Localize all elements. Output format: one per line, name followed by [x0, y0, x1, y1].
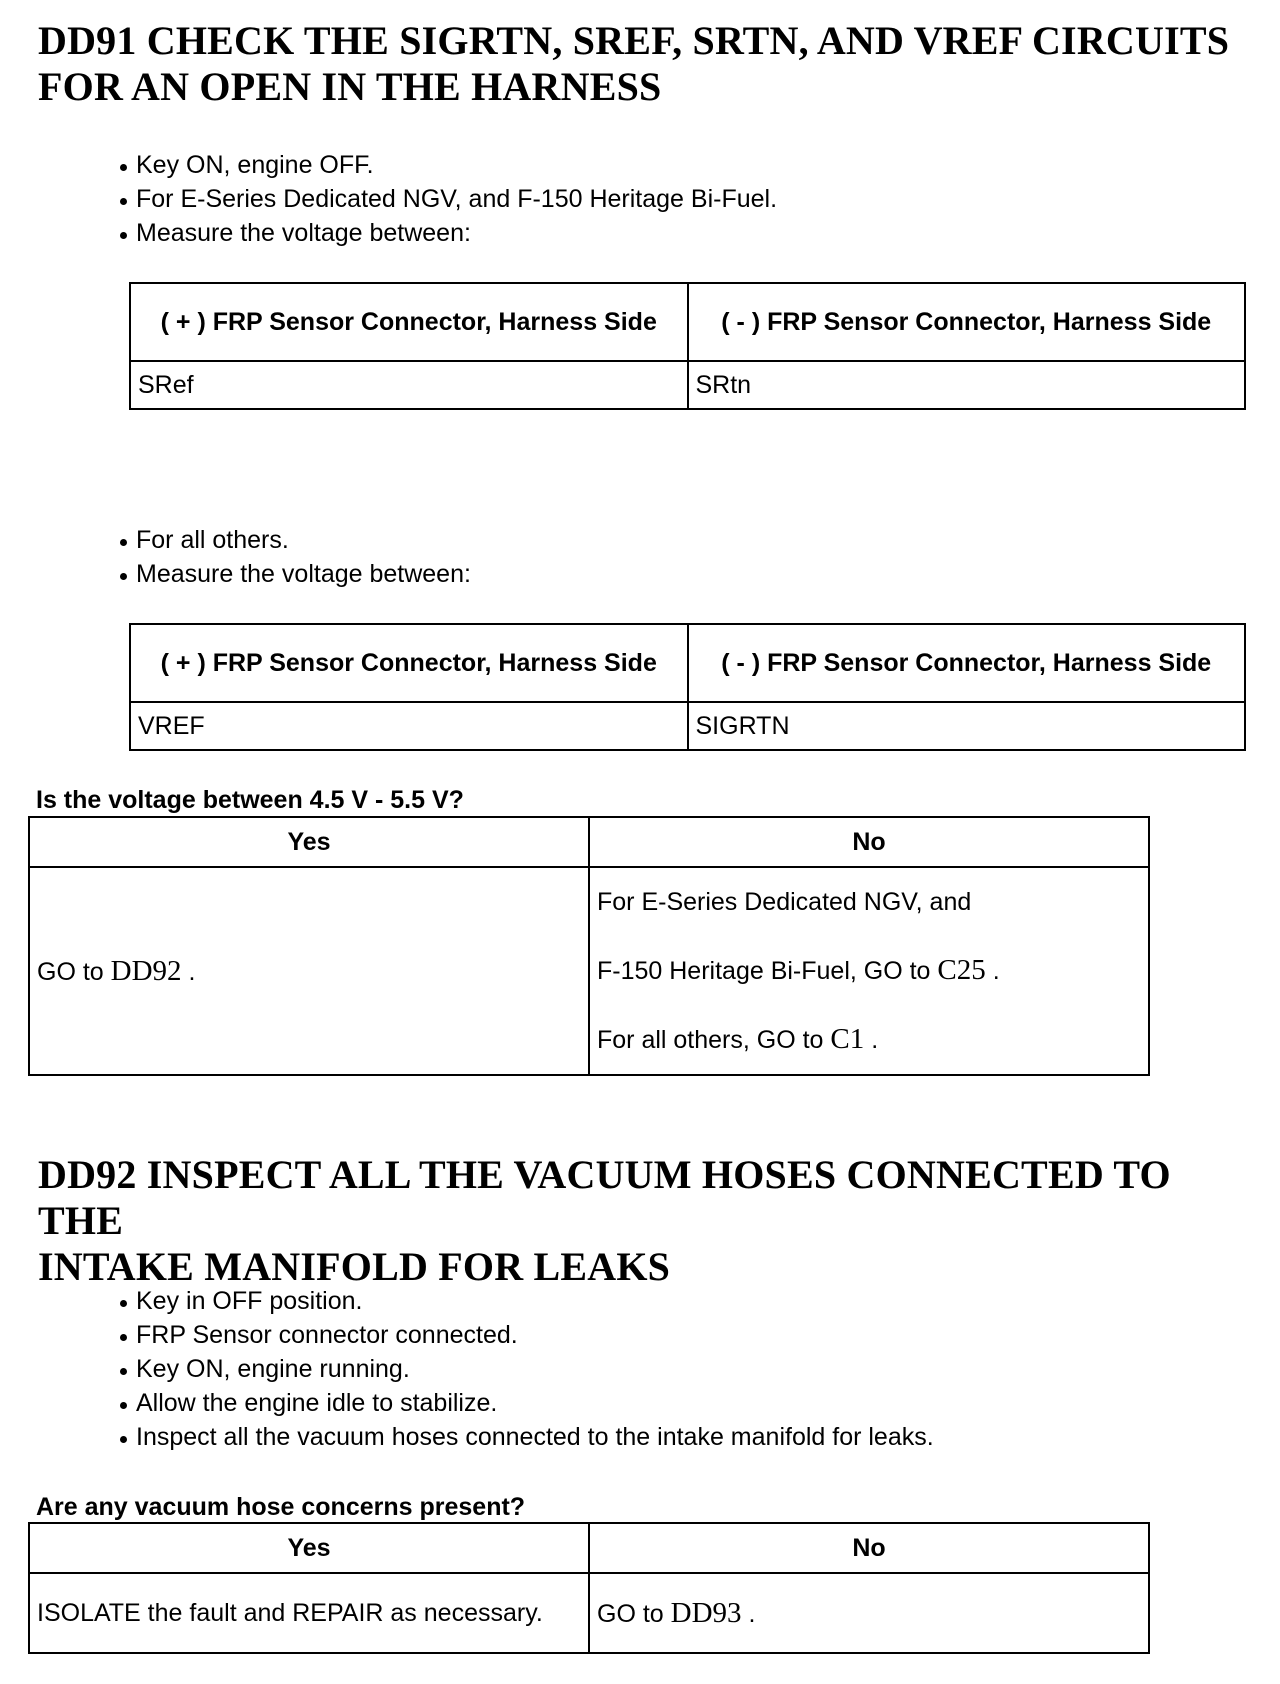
plus-column-header: ( + ) FRP Sensor Connector, Harness Side	[130, 624, 688, 702]
table-row	[130, 702, 1245, 750]
no-header: No	[589, 1523, 1149, 1573]
dd92-result-table	[28, 1522, 1150, 1654]
bullet-item: Measure the voltage between:	[118, 216, 777, 250]
heading-line-2: INTAKE MANIFOLD FOR LEAKS	[38, 1244, 671, 1289]
bullet-item: Key ON, engine running.	[118, 1352, 934, 1386]
minus-column-header: ( - ) FRP Sensor Connector, Harness Side	[688, 624, 1246, 702]
no-line-3	[597, 1005, 1141, 1074]
period: .	[992, 957, 1000, 985]
section-dd91-heading	[38, 18, 1258, 110]
dd91-result-table	[28, 816, 1150, 1076]
dd91-bullet-list-a	[118, 148, 777, 250]
yes-go-to-text: GO to	[37, 957, 104, 986]
dd93-link[interactable]: DD93	[670, 1596, 742, 1629]
bullet-item: For E-Series Dedicated NGV, and F-150 Heritage Bi-Fuel.	[118, 182, 777, 216]
bullet-item: Measure the voltage between:	[118, 557, 471, 591]
no-header: No	[589, 817, 1149, 867]
table-row	[29, 867, 1149, 1075]
dd91-question: Is the voltage between 4.5 V - 5.5 V?	[36, 786, 464, 814]
heading-line-1: DD92 INSPECT ALL THE VACUUM HOSES CONNECTED TO THE	[38, 1152, 1171, 1243]
table-header-row	[130, 283, 1245, 361]
c25-link[interactable]: C25	[937, 954, 986, 986]
yes-header: Yes	[29, 1523, 589, 1573]
dd91-measurement-table-a	[129, 282, 1246, 410]
period: .	[871, 1026, 879, 1054]
no-line-3-text: For all others, GO to	[597, 1026, 824, 1054]
minus-pin-cell: SIGRTN	[688, 702, 1246, 750]
period: .	[748, 1599, 756, 1628]
bullet-item: Key in OFF position.	[118, 1284, 934, 1318]
bullet-item: Allow the engine idle to stabilize.	[118, 1386, 934, 1420]
plus-pin-cell: SRef	[130, 361, 688, 409]
table-header-row	[29, 1523, 1149, 1573]
no-cell	[589, 1573, 1149, 1653]
yes-header: Yes	[29, 817, 589, 867]
heading-line-2: FOR AN OPEN IN THE HARNESS	[38, 64, 662, 109]
c1-link[interactable]: C1	[830, 1023, 865, 1055]
yes-cell	[29, 867, 589, 1075]
dd91-measurement-table-b	[129, 623, 1246, 751]
bullet-item: For all others.	[118, 523, 471, 557]
plus-column-header: ( + ) FRP Sensor Connector, Harness Side	[130, 283, 688, 361]
minus-column-header: ( - ) FRP Sensor Connector, Harness Side	[688, 283, 1246, 361]
table-header-row	[29, 817, 1149, 867]
dd91-bullet-list-b	[118, 523, 471, 591]
bullet-item: Inspect all the vacuum hoses connected to the intake manifold for leaks.	[118, 1420, 934, 1454]
no-go-to-text: GO to	[597, 1599, 664, 1628]
table-row	[130, 361, 1245, 409]
plus-pin-cell: VREF	[130, 702, 688, 750]
no-line-2	[597, 936, 1141, 1005]
minus-pin-cell: SRtn	[688, 361, 1246, 409]
section-dd92-heading	[38, 1152, 1258, 1290]
no-cell	[589, 867, 1149, 1075]
dd92-bullet-list	[118, 1284, 934, 1454]
no-line-1: For E-Series Dedicated NGV, and	[597, 888, 972, 916]
dd92-question: Are any vacuum hose concerns present?	[36, 1493, 526, 1521]
period: .	[188, 957, 196, 986]
bullet-item: FRP Sensor connector connected.	[118, 1318, 934, 1352]
no-line-2-text: F-150 Heritage Bi-Fuel, GO to	[597, 957, 931, 985]
yes-cell: ISOLATE the fault and REPAIR as necessary.	[29, 1573, 589, 1653]
table-row	[29, 1573, 1149, 1653]
heading-line-1: DD91 CHECK THE SIGRTN, SREF, SRTN, AND VREF CIRCUITS	[38, 18, 1230, 63]
bullet-item: Key ON, engine OFF.	[118, 148, 777, 182]
dd92-link[interactable]: DD92	[110, 954, 182, 987]
table-header-row	[130, 624, 1245, 702]
